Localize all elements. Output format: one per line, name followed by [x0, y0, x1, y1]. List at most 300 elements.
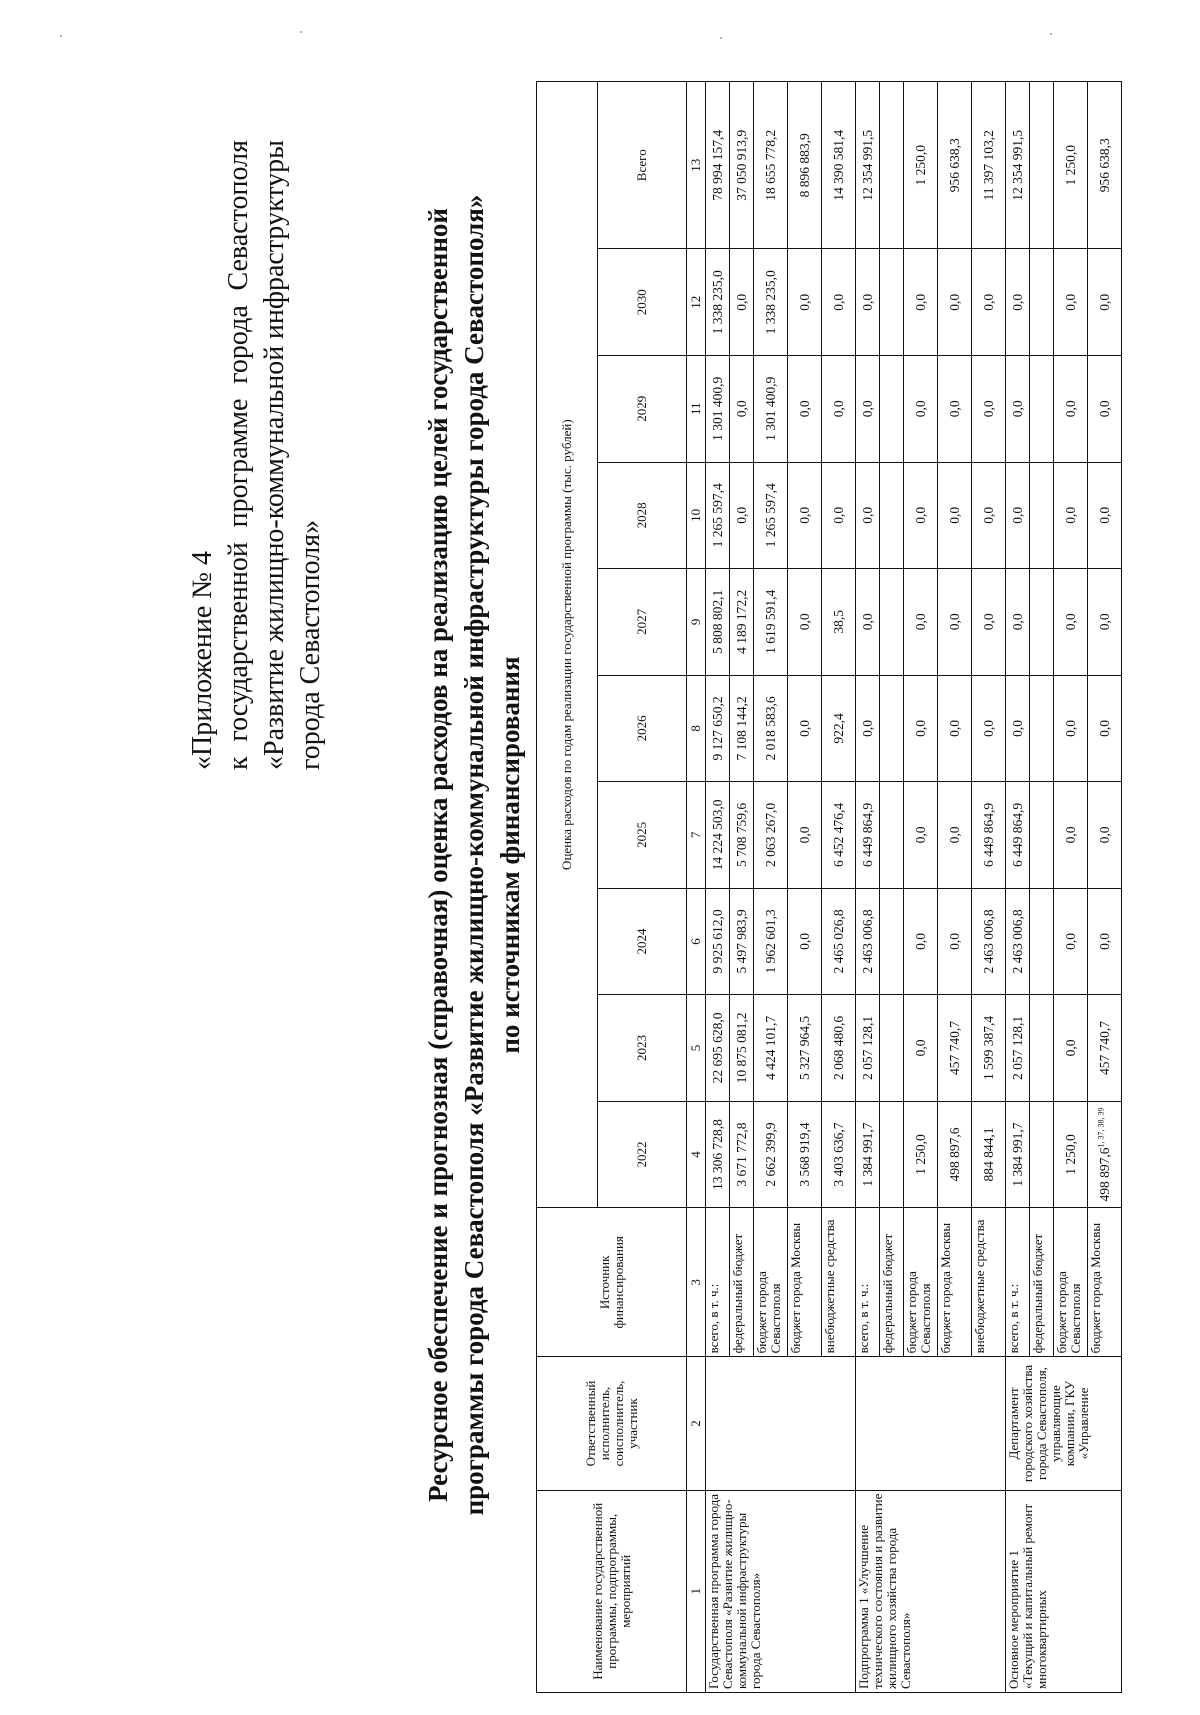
- column-number: 2: [687, 1357, 706, 1490]
- cell-value: 2 018 583,6: [762, 696, 778, 761]
- year-value-cell: [706, 675, 730, 782]
- cell-value: 0,0: [912, 613, 928, 631]
- year-value-cell: [788, 888, 822, 995]
- year-value-cell: [1088, 462, 1122, 569]
- year-value-cell: [1088, 888, 1122, 995]
- cell-value: 0,0: [796, 613, 812, 631]
- year-value-cell: [754, 356, 788, 463]
- cell-value: 0,0: [1062, 293, 1078, 311]
- cell-value: 2 463 006,8: [1009, 909, 1025, 974]
- cell-value: 2 463 006,8: [980, 909, 996, 974]
- year-value-cell: [880, 888, 904, 995]
- cell-value: 0,0: [830, 400, 846, 418]
- cell-value: 78 994 157,4: [709, 129, 725, 201]
- total-value-cell: [730, 82, 754, 249]
- appendix-line-3: [257, 140, 293, 770]
- cell-value: 14 390 581,4: [830, 129, 846, 201]
- year-value-cell: [788, 995, 822, 1102]
- appendix-word: жилищно-коммунальной: [259, 345, 290, 643]
- year-value-cell: [972, 782, 1006, 889]
- year-value-cell: [1054, 888, 1088, 995]
- year-value-cell: [856, 1101, 880, 1208]
- cell-value: 6 452 476,4: [830, 802, 846, 867]
- header-executor: Ответственный исполнитель, соисполнитель, участник: [537, 1357, 687, 1490]
- executor-cell: [856, 1357, 1006, 1490]
- cell-value: 0,0: [1062, 506, 1078, 524]
- year-value-cell: [706, 356, 730, 463]
- year-value-cell: [754, 888, 788, 995]
- year-value-cell: [938, 249, 972, 356]
- year-value-cell: [754, 569, 788, 676]
- total-value-cell: [706, 82, 730, 249]
- cell-value: 0,0: [912, 1039, 928, 1057]
- year-value-cell: [972, 356, 1006, 463]
- total-value-cell: [788, 82, 822, 249]
- year-value-cell: [1006, 249, 1030, 356]
- cell-value: 0,0: [1096, 719, 1112, 737]
- cell-value: 11 397 103,2: [980, 130, 996, 201]
- cell-value: 0,0: [830, 506, 846, 524]
- year-value-cell: [938, 888, 972, 995]
- year-value-cell: [1006, 675, 1030, 782]
- appendix-word: программе: [223, 398, 254, 528]
- year-value-cell: [938, 569, 972, 676]
- column-number: 10: [687, 462, 706, 569]
- header-year: 2029: [598, 356, 687, 463]
- cell-value: 12 354 991,5: [859, 129, 875, 201]
- cell-value: 0,0: [1062, 613, 1078, 631]
- year-value-cell: [754, 995, 788, 1102]
- appendix-word: Севастополя: [223, 140, 254, 291]
- funding-source-cell: федеральный бюджет: [880, 1208, 904, 1357]
- cell-value: 5 327 964,5: [796, 1015, 812, 1081]
- year-value-cell: [904, 675, 938, 782]
- year-value-cell: [1030, 569, 1054, 676]
- year-value-cell: [856, 569, 880, 676]
- cell-value: 5 808 802,1: [709, 589, 725, 654]
- funding-source-cell: федеральный бюджет: [730, 1208, 754, 1357]
- year-value-cell: [856, 462, 880, 569]
- year-value-cell: [822, 249, 856, 356]
- year-value-cell: [1088, 782, 1122, 889]
- year-value-cell: [1088, 675, 1122, 782]
- year-value-cell: [1054, 995, 1088, 1102]
- year-value-cell: [1006, 1101, 1030, 1208]
- cell-value: 884 844,1: [980, 1127, 996, 1182]
- funding-source-cell: внебюджетные средства: [822, 1208, 856, 1357]
- year-value-cell: [1088, 995, 1122, 1102]
- cell-value: 0,0: [1062, 400, 1078, 418]
- funding-source-cell: всего, в т. ч.:: [1006, 1208, 1030, 1357]
- header-name: Наименование государственной программы, подпрограммы, мероприятий: [537, 1490, 687, 1692]
- year-value-cell: [880, 462, 904, 569]
- year-value-cell: [1006, 569, 1030, 676]
- cell-value: 18 655 778,2: [762, 129, 778, 201]
- year-value-cell: [822, 995, 856, 1102]
- cell-value: 1 338 235,0: [709, 270, 725, 335]
- cell-value: 12 354 991,5: [1009, 129, 1025, 201]
- cell-value: 0,0: [1009, 613, 1025, 631]
- title-line-2: программы города Севастополя «Развитие жилищно-коммунальной инфраструктуры города Севастополя»: [459, 194, 489, 1516]
- scan-speck: [60, 35, 62, 37]
- year-value-cell: [706, 462, 730, 569]
- table-row: [856, 82, 880, 1693]
- cell-value: 6 449 864,9: [859, 802, 875, 867]
- cell-value: 3 403 636,7: [830, 1122, 846, 1187]
- cell-value: 956 638,3: [1096, 138, 1112, 193]
- year-value-cell: [730, 888, 754, 995]
- year-value-cell: [972, 888, 1006, 995]
- year-value-cell: [1006, 462, 1030, 569]
- header-year: 2025: [598, 782, 687, 889]
- cell-value: 37 050 913,9: [733, 129, 749, 201]
- year-value-cell: [822, 888, 856, 995]
- program-name-cell: Подпрограмма 1 «Улучшение технического состояния и развитие жилищного хозяйства города Севастополя»: [856, 1490, 1006, 1692]
- column-number: 3: [687, 1208, 706, 1357]
- year-value-cell: [754, 462, 788, 569]
- year-value-cell: [904, 462, 938, 569]
- header-year: 2026: [598, 675, 687, 782]
- year-value-cell: [938, 995, 972, 1102]
- year-value-cell: [788, 1101, 822, 1208]
- year-value-cell: [1030, 782, 1054, 889]
- cell-value: 0,0: [1009, 293, 1025, 311]
- table-body: [687, 82, 1122, 1693]
- year-value-cell: [706, 1101, 730, 1208]
- cell-value: 0,0: [980, 400, 996, 418]
- cell-value: 0,0: [859, 719, 875, 737]
- year-value-cell: [1030, 675, 1054, 782]
- executor-cell: [706, 1357, 856, 1490]
- appendix-word: города: [223, 305, 254, 384]
- cell-value: 14 224 503,0: [709, 799, 725, 871]
- cell-value: 9 127 650,2: [709, 696, 725, 761]
- year-value-cell: [706, 995, 730, 1102]
- cell-value: 10 875 081,2: [733, 1012, 749, 1084]
- funding-source-cell: внебюджетные средства: [972, 1208, 1006, 1357]
- cell-value: 0,0: [946, 293, 962, 311]
- column-number: 8: [687, 675, 706, 782]
- year-value-cell: [788, 462, 822, 569]
- year-value-cell: [754, 249, 788, 356]
- year-value-cell: [754, 782, 788, 889]
- year-value-cell: [880, 569, 904, 676]
- table-row: [1006, 82, 1030, 1693]
- year-value-cell: [822, 356, 856, 463]
- funding-source-cell: федеральный бюджет: [1030, 1208, 1054, 1357]
- cell-value: 1 250,0: [912, 145, 928, 186]
- funding-source-cell: всего, в т. ч.:: [856, 1208, 880, 1357]
- cell-value: 0,0: [1096, 400, 1112, 418]
- year-value-cell: [1054, 675, 1088, 782]
- cell-value: 3 671 772,8: [733, 1122, 749, 1187]
- cell-value: 0,0: [912, 826, 928, 844]
- cell-value: 0,0: [1062, 719, 1078, 737]
- cell-value: 2 465 026,8: [830, 909, 846, 974]
- cell-value: 0,0: [1062, 933, 1078, 950]
- cell-value: 2 057 128,1: [859, 1015, 875, 1081]
- cell-value: 1 250,0: [1062, 145, 1078, 186]
- year-value-cell: [706, 888, 730, 995]
- total-value-cell: [754, 82, 788, 249]
- cell-value: 0,0: [733, 400, 749, 418]
- year-value-cell: [856, 782, 880, 889]
- cell-value: 2 463 006,8: [859, 909, 875, 974]
- cell-value: 922,4: [830, 713, 846, 744]
- year-value-cell: [822, 1101, 856, 1208]
- cell-value: 0,0: [796, 933, 812, 950]
- cell-value: 2 063 267,0: [762, 802, 778, 867]
- cell-value: 6 449 864,9: [1009, 802, 1025, 867]
- year-value-cell: [1030, 995, 1054, 1102]
- header-total: Всего: [598, 82, 687, 249]
- year-value-cell: [1030, 888, 1054, 995]
- column-number: 11: [687, 356, 706, 463]
- cell-value: 1 599 387,4: [980, 1015, 996, 1081]
- year-value-cell: [856, 675, 880, 782]
- cell-value: 1 384 991,7: [1009, 1122, 1025, 1187]
- program-name-cell: Государственная программа города Севастополя «Развитие жилищно-коммунальной инфраструктуры города Севастополя»: [706, 1490, 856, 1692]
- scan-speck: [720, 37, 722, 39]
- year-value-cell: [904, 782, 938, 889]
- year-value-cell: [1006, 356, 1030, 463]
- year-value-cell: [904, 249, 938, 356]
- year-value-cell: [856, 249, 880, 356]
- footnote-marker: 1, 37, 38, 39: [1096, 1107, 1105, 1148]
- title-line-3: по источникам финансирования: [495, 656, 525, 1054]
- header-source: Источник финансирования: [537, 1208, 687, 1357]
- year-value-cell: [1030, 1101, 1054, 1208]
- year-value-cell: [938, 675, 972, 782]
- cell-value: 0,0: [859, 400, 875, 418]
- year-value-cell: [1030, 462, 1054, 569]
- year-value-cell: [822, 462, 856, 569]
- year-value-cell: [822, 782, 856, 889]
- cell-value: 0,0: [1062, 826, 1078, 844]
- cell-value: 0,0: [1096, 613, 1112, 631]
- year-value-cell: [904, 1101, 938, 1208]
- cell-value: 0,0: [796, 719, 812, 737]
- cell-value: 0,0: [912, 293, 928, 311]
- total-value-cell: [1006, 82, 1030, 249]
- year-value-cell: [1006, 782, 1030, 889]
- year-value-cell: [938, 782, 972, 889]
- header-year: 2022: [598, 1101, 687, 1208]
- cell-value: 4 424 101,7: [762, 1015, 778, 1081]
- program-name-cell: Основное мероприятие 1 «Текущий и капитальный ремонт многоквартирных: [1006, 1490, 1122, 1692]
- cell-value: 0,0: [1009, 719, 1025, 737]
- cell-value: 1 250,0: [1062, 1134, 1078, 1175]
- budget-table: [536, 81, 1122, 1693]
- scan-speck: [1050, 33, 1052, 35]
- header-year: 2024: [598, 888, 687, 995]
- year-value-cell: [938, 356, 972, 463]
- year-value-cell: [788, 356, 822, 463]
- year-value-cell: [938, 1101, 972, 1208]
- year-value-cell: [1054, 569, 1088, 676]
- year-value-cell: [1030, 249, 1054, 356]
- cell-value: 0,0: [980, 613, 996, 631]
- cell-value: 498 897,6: [946, 1127, 962, 1182]
- column-number: 9: [687, 569, 706, 676]
- cell-value: 1 265 597,4: [709, 483, 725, 548]
- year-value-cell: [972, 569, 1006, 676]
- cell-value: 0,0: [859, 293, 875, 311]
- cell-value: 0,0: [946, 613, 962, 631]
- cell-value: 0,0: [980, 506, 996, 524]
- column-number: 1: [687, 1490, 706, 1692]
- document-title: [420, 95, 528, 1615]
- year-value-cell: [880, 782, 904, 889]
- total-value-cell: [880, 82, 904, 249]
- year-value-cell: [754, 675, 788, 782]
- year-value-cell: [1088, 249, 1122, 356]
- cell-value: 0,0: [733, 293, 749, 311]
- year-value-cell: [730, 675, 754, 782]
- appendix-line-1: «Приложение № 4: [187, 551, 218, 770]
- header-year: 2030: [598, 249, 687, 356]
- year-value-cell: [904, 995, 938, 1102]
- cell-value: 5 708 759,6: [733, 802, 749, 867]
- year-value-cell: [822, 569, 856, 676]
- year-value-cell: [972, 1101, 1006, 1208]
- cell-value: 5 497 983,9: [733, 909, 749, 974]
- funding-source-cell: бюджет города Москвы: [938, 1208, 972, 1357]
- funding-source-cell: бюджет города Севастополя: [1054, 1208, 1088, 1357]
- cell-value: 22 695 628,0: [709, 1012, 725, 1084]
- header-year: 2023: [598, 995, 687, 1102]
- cell-value: 457 740,7: [1096, 1020, 1112, 1075]
- cell-value: 38,5: [830, 610, 846, 634]
- total-value-cell: [972, 82, 1006, 249]
- title-line-1: Ресурсное обеспечение и прогнозная (справочная) оценка расходов на реализацию целей государственной: [423, 208, 453, 1502]
- year-value-cell: [1054, 249, 1088, 356]
- cell-value: 0,0: [946, 719, 962, 737]
- appendix-word: к: [223, 756, 254, 770]
- cell-value: 0,0: [796, 826, 812, 844]
- year-value-cell: [822, 675, 856, 782]
- year-value-cell: [880, 675, 904, 782]
- cell-value: 7 108 144,2: [733, 696, 749, 761]
- total-value-cell: [822, 82, 856, 249]
- cell-value: 498 897,6: [1096, 1147, 1112, 1202]
- year-value-cell: [730, 249, 754, 356]
- year-value-cell: [1006, 995, 1030, 1102]
- appendix-word: «Развитие: [259, 649, 290, 770]
- year-value-cell: [730, 782, 754, 889]
- cell-value: 0,0: [1096, 826, 1112, 844]
- column-number: 12: [687, 249, 706, 356]
- year-value-cell: [706, 782, 730, 889]
- year-value-cell: [972, 995, 1006, 1102]
- year-value-cell: [856, 888, 880, 995]
- cell-value: 1 384 991,7: [859, 1122, 875, 1187]
- cell-value: 2 662 399,9: [762, 1122, 778, 1187]
- cell-value: 0,0: [1062, 1039, 1078, 1057]
- cell-value: 0,0: [796, 293, 812, 311]
- year-value-cell: [706, 569, 730, 676]
- year-value-cell: [856, 995, 880, 1102]
- year-value-cell: [972, 462, 1006, 569]
- year-value-cell: [972, 675, 1006, 782]
- year-value-cell: [880, 356, 904, 463]
- year-value-cell: [1054, 356, 1088, 463]
- cell-value: 0,0: [1009, 400, 1025, 418]
- appendix-word: инфраструктуры: [259, 140, 290, 340]
- cell-value: 8 896 883,9: [796, 133, 812, 198]
- cell-value: 1 250,0: [912, 1134, 928, 1175]
- cell-value: 1 962 601,3: [762, 909, 778, 974]
- total-value-cell: [856, 82, 880, 249]
- year-value-cell: [904, 888, 938, 995]
- cell-value: 0,0: [733, 506, 749, 524]
- year-value-cell: [788, 782, 822, 889]
- header-year: 2027: [598, 569, 687, 676]
- cell-value: 0,0: [912, 933, 928, 950]
- year-value-cell: [1030, 356, 1054, 463]
- cell-value: 1 301 400,9: [709, 376, 725, 441]
- total-value-cell: [938, 82, 972, 249]
- cell-value: 0,0: [912, 719, 928, 737]
- cell-value: 457 740,7: [946, 1020, 962, 1075]
- year-value-cell: [730, 356, 754, 463]
- funding-source-cell: всего, в т. ч.:: [706, 1208, 730, 1357]
- column-number: 13: [687, 82, 706, 249]
- total-value-cell: [904, 82, 938, 249]
- year-value-cell: [788, 675, 822, 782]
- column-number: 6: [687, 888, 706, 995]
- year-value-cell: [904, 569, 938, 676]
- total-value-cell: [1088, 82, 1122, 249]
- year-value-cell: [730, 569, 754, 676]
- cell-value: 1 301 400,9: [762, 376, 778, 441]
- cell-value: 0,0: [859, 613, 875, 631]
- cell-value: 0,0: [859, 506, 875, 524]
- cell-value: 956 638,3: [946, 138, 962, 193]
- year-value-cell: [1054, 782, 1088, 889]
- table-row: [706, 82, 730, 1693]
- year-value-cell: [880, 1101, 904, 1208]
- year-value-cell: [754, 1101, 788, 1208]
- cell-value: 0,0: [1096, 933, 1112, 950]
- total-value-cell: [1030, 82, 1054, 249]
- year-value-cell: [880, 995, 904, 1102]
- year-value-cell: [972, 249, 1006, 356]
- year-value-cell: [706, 249, 730, 356]
- cell-value: 3 568 919,4: [796, 1122, 812, 1187]
- cell-value: 0,0: [796, 506, 812, 524]
- cell-value: 0,0: [912, 400, 928, 418]
- appendix-line-4: города Севастополя»: [295, 519, 326, 770]
- header-row: [537, 82, 598, 1693]
- funding-source-cell: бюджет города Севастополя: [754, 1208, 788, 1357]
- year-value-cell: [1088, 356, 1122, 463]
- appendix-line-2: [221, 140, 257, 770]
- year-value-cell: [730, 462, 754, 569]
- column-number: 7: [687, 782, 706, 889]
- year-value-cell: [1054, 1101, 1088, 1208]
- appendix-word: государственной: [223, 542, 254, 742]
- year-value-cell: [788, 249, 822, 356]
- year-value-cell: [880, 249, 904, 356]
- year-value-cell: [1088, 569, 1122, 676]
- cell-value: 2 057 128,1: [1009, 1015, 1025, 1081]
- cell-value: 1 619 591,4: [762, 589, 778, 654]
- year-value-cell: [730, 995, 754, 1102]
- year-value-cell: [856, 356, 880, 463]
- column-number: 4: [687, 1101, 706, 1208]
- column-number: 5: [687, 995, 706, 1102]
